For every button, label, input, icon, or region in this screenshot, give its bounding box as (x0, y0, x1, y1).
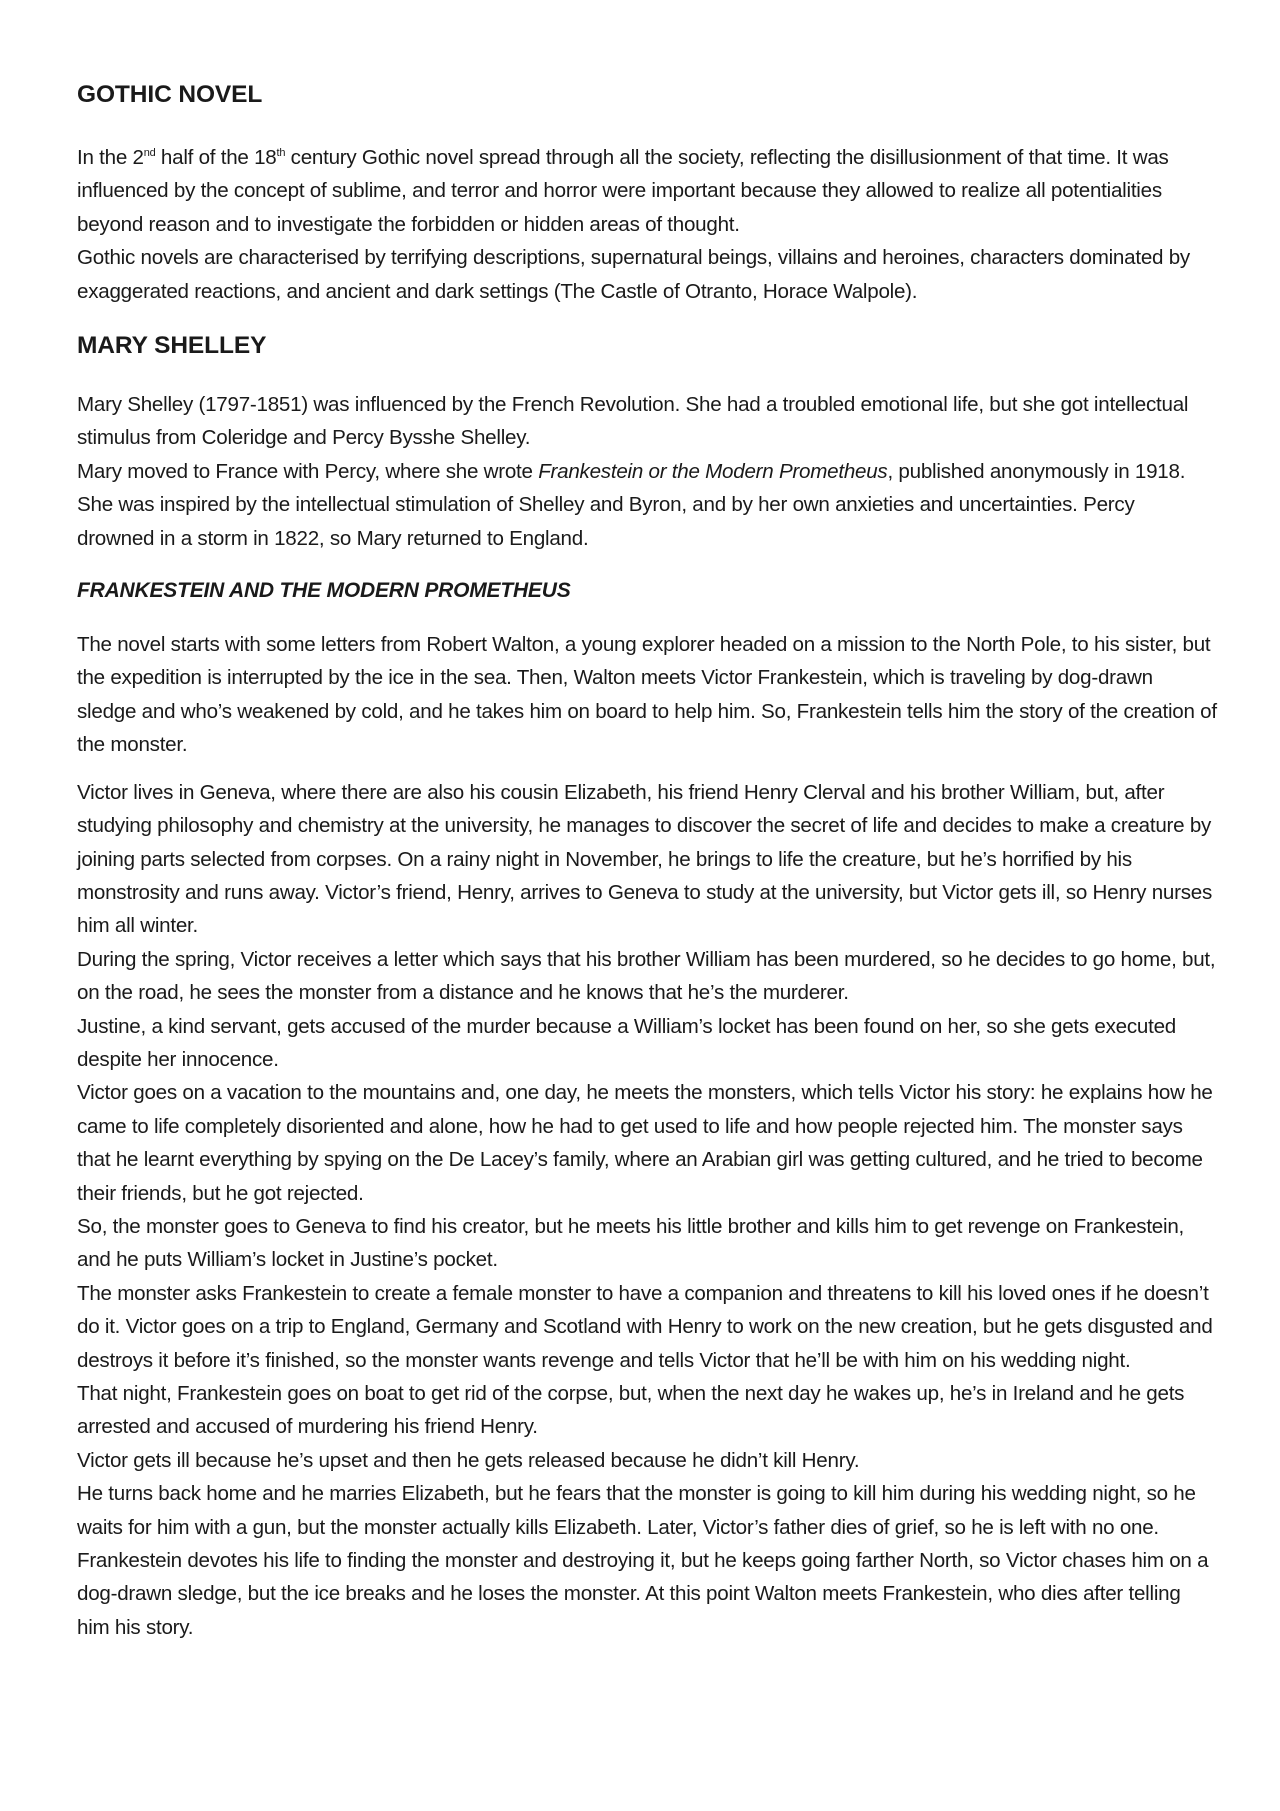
plot-paragraph: Victor goes on a vacation to the mountains and, one day, he meets the monsters, which tells Victor his story: he explains how he came to life completely disoriented and alone, how he had to get used to life and how people rejected him. The monster says that he learnt everything by spying on the De Lacey’s family, where an Arabian girl was getting cultured, and he tried to become their friends, but he got rejected. (77, 1081, 1213, 1205)
plot-paragraph: Victor gets ill because he’s upset and then he gets released because he didn’t kill Henry. (77, 1448, 860, 1472)
book-title-italic: Frankestein or the Modern Prometheus (538, 459, 888, 483)
shelley-paragraph-1: Mary Shelley (1797-1851) was influenced by the French Revolution. She had a troubled emotional life, but she got intellectual stimulus from Coleridge and Percy Bysshe Shelley. (77, 393, 1189, 450)
plot-paragraph: The monster asks Frankestein to create a female monster to have a companion and threatens to kill his loved ones if he doesn’t do it. Victor goes on a trip to England, Germany and Scotland with Henry to work on the new creation, but he gets disgusted and destroys it before it’s finished, so the monster wants revenge and tells Victor that he’ll be with him on his wedding night. (77, 1281, 1213, 1372)
plot-paragraph: During the spring, Victor receives a letter which says that his brother William has been murdered, so he decides to go home, but, on the road, he sees the monster from a distance and he knows that he’s the murderer. (77, 947, 1216, 1005)
plot-paragraph: He turns back home and he marries Elizabeth, but he fears that the monster is going to kill him during his wedding night, so he waits for him with a gun, but the monster actually kills Elizabeth. Later, Victor’s father dies of grief, so he is left with no one. (77, 1482, 1196, 1539)
plot-paragraph: So, the monster goes to Geneva to find his creator, but he meets his little brother and kills him to get revenge on Frankestein, and he puts William’s locket in Justine’s pocket. (77, 1214, 1184, 1272)
plot-paragraph: That night, Frankestein goes on boat to get rid of the corpse, but, when the next day he wakes up, he’s in Ireland and he gets arrested and accused of murdering his friend Henry. (77, 1382, 1185, 1439)
gothic-paragraph-2: Gothic novels are characterised by terrifying descriptions, supernatural beings, villains and heroines, characters dominated by exaggerated reactions, and ancient and dark settings (The Castle of Otranto, Horace Walpole). (77, 246, 1190, 303)
document-page (77, 78, 1217, 1644)
heading-frankenstein: FRANKESTEIN AND THE MODERN PROMETHEUS (77, 579, 571, 603)
heading-mary-shelley: MARY SHELLEY (77, 332, 267, 360)
plot-paragraph: Frankestein devotes his life to finding the monster and destroying it, but he keeps going farther North, so Victor chases him on a dog-drawn sledge, but the ice breaks and he loses the monster. At this point Walton meets Frankestein, who dies after telling him his story. (77, 1549, 1209, 1639)
plot-paragraph: Justine, a kind servant, gets accused of the murder because a William’s locket has been found on her, so she gets executed despite her innocence. (77, 1014, 1176, 1071)
frankenstein-intro: The novel starts with some letters from Robert Walton, a young explorer headed on a mission to the North Pole, to his sister, but the expedition is interrupted by the ice in the sea. Then, Walton meets Victor Frankestein, which is traveling by dog-drawn sledge and who’s weakened by cold, and he takes him on board to help him. So, Frankestein tells him the story of the creation of the monster. (77, 633, 1217, 757)
shelley-paragraph-2: Mary moved to France with Percy, where she wrote Frankestein or the Modern Prometheus, published anonymously in 1918. She was inspired by the intellectual stimulation of Shelley and Byron, and by her own anxieties and uncertainties. Percy drowned in a storm in 1822, so Mary returned to England. (77, 459, 1186, 550)
heading-gothic-novel: GOTHIC NOVEL (77, 81, 263, 108)
gothic-paragraph-1: In the 2nd half of the 18th century Gothic novel spread through all the society, reflecting the disillusionment of that time. It was influenced by the concept of sublime, and terror and horror were important because they allowed to realize all potentialities beyond reason and to investigate the forbidden or hidden areas of thought. (77, 146, 1169, 236)
plot-paragraph: Victor lives in Geneva, where there are also his cousin Elizabeth, his friend Henry Clerval and his brother William, but, after studying philosophy and chemistry at the university, he manages to discover the secret of life and decides to make a creature by joining parts selected from corpses. On a rainy night in November, he brings to life the creature, but he’s horrified by his monstrosity and runs away. Victor’s friend, Henry, arrives to Geneva to study at the university, but Victor gets ill, so Henry nurses him all winter. (77, 780, 1213, 938)
